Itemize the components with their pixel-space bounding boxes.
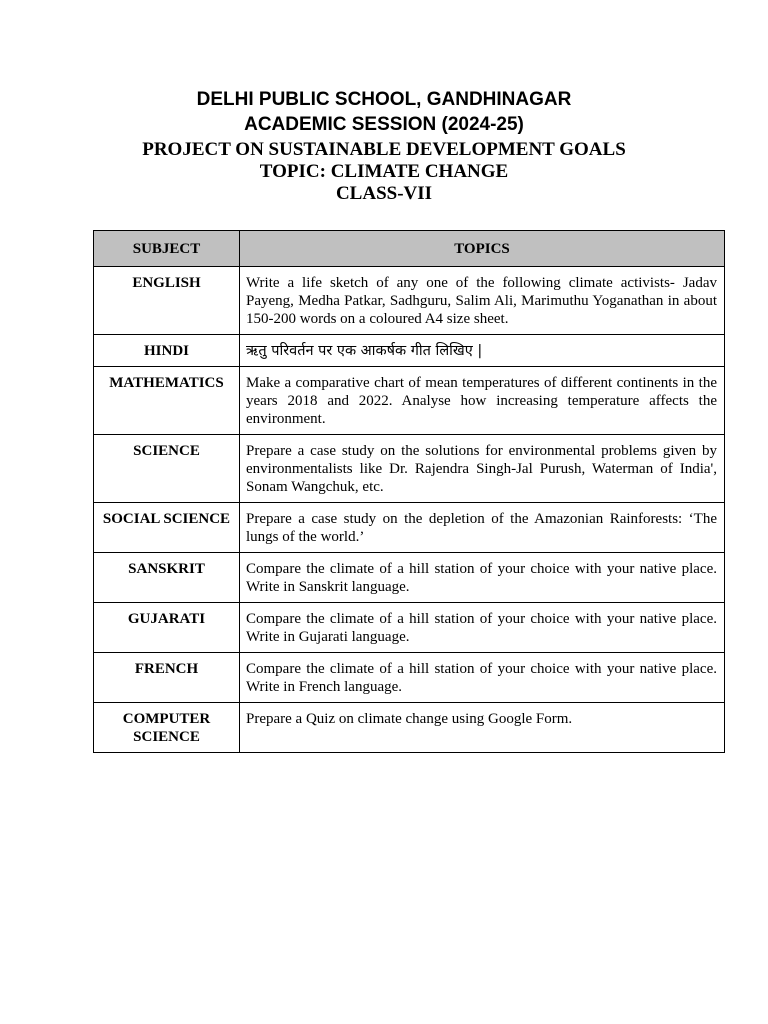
table-row [94, 435, 725, 503]
class-title: CLASS-VII [335, 183, 433, 204]
table-header-row [94, 231, 725, 267]
topic-cell: Write a life sketch of any one of the following climate activists- Jadav Payeng, Medha Patkar, Sadhguru, Salim Ali, Marimuthu Yoganathan in about 150-200 words on a coloured A4 size sheet. [240, 267, 725, 335]
subject-column-header: SUBJECT [94, 231, 240, 267]
table-row [94, 335, 725, 367]
subject-topics-table [93, 230, 725, 753]
topic-cell: Compare the climate of a hill station of your choice with your native place. Write in Gujarati language. [240, 603, 725, 653]
subject-cell: GUJARATI [94, 603, 240, 653]
table-row [94, 703, 725, 753]
topic-cell: ऋतु परिवर्तन पर एक आकर्षक गीत लिखिए | [240, 335, 725, 367]
topic-cell: Prepare a Quiz on climate change using Google Form. [240, 703, 725, 753]
subject-cell: ENGLISH [94, 267, 240, 335]
subject-cell: MATHEMATICS [94, 367, 240, 435]
academic-session: ACADEMIC SESSION (2024-25) [244, 114, 524, 135]
subject-cell: SCIENCE [94, 435, 240, 503]
topics-column-header: TOPICS [240, 231, 725, 267]
topic-cell: Prepare a case study on the depletion of the Amazonian Rainforests: ‘The lungs of the world.’ [240, 503, 725, 553]
subject-cell: HINDI [94, 335, 240, 367]
project-title: PROJECT ON SUSTAINABLE DEVELOPMENT GOALS [142, 139, 626, 160]
table-row [94, 267, 725, 335]
topic-cell: Make a comparative chart of mean temperatures of different continents in the years 2018 and 2022. Analyse how increasing temperature affects the environment. [240, 367, 725, 435]
topic-title: TOPIC: CLIMATE CHANGE [259, 161, 509, 182]
subject-cell: SOCIAL SCIENCE [94, 503, 240, 553]
table-row [94, 367, 725, 435]
subject-cell: COMPUTER SCIENCE [94, 703, 240, 753]
table-row [94, 603, 725, 653]
topic-cell: Compare the climate of a hill station of your choice with your native place. Write in French language. [240, 653, 725, 703]
document-header [0, 87, 768, 205]
topic-cell: Compare the climate of a hill station of your choice with your native place. Write in Sanskrit language. [240, 553, 725, 603]
table-row [94, 503, 725, 553]
subject-cell: FRENCH [94, 653, 240, 703]
table-row [94, 653, 725, 703]
school-name: DELHI PUBLIC SCHOOL, GANDHINAGAR [196, 89, 572, 110]
subject-cell: SANSKRIT [94, 553, 240, 603]
topic-cell: Prepare a case study on the solutions for environmental problems given by environmentalists like Dr. Rajendra Singh-Jal Purush, Waterman of India', Sonam Wangchuk, etc. [240, 435, 725, 503]
table-row [94, 553, 725, 603]
